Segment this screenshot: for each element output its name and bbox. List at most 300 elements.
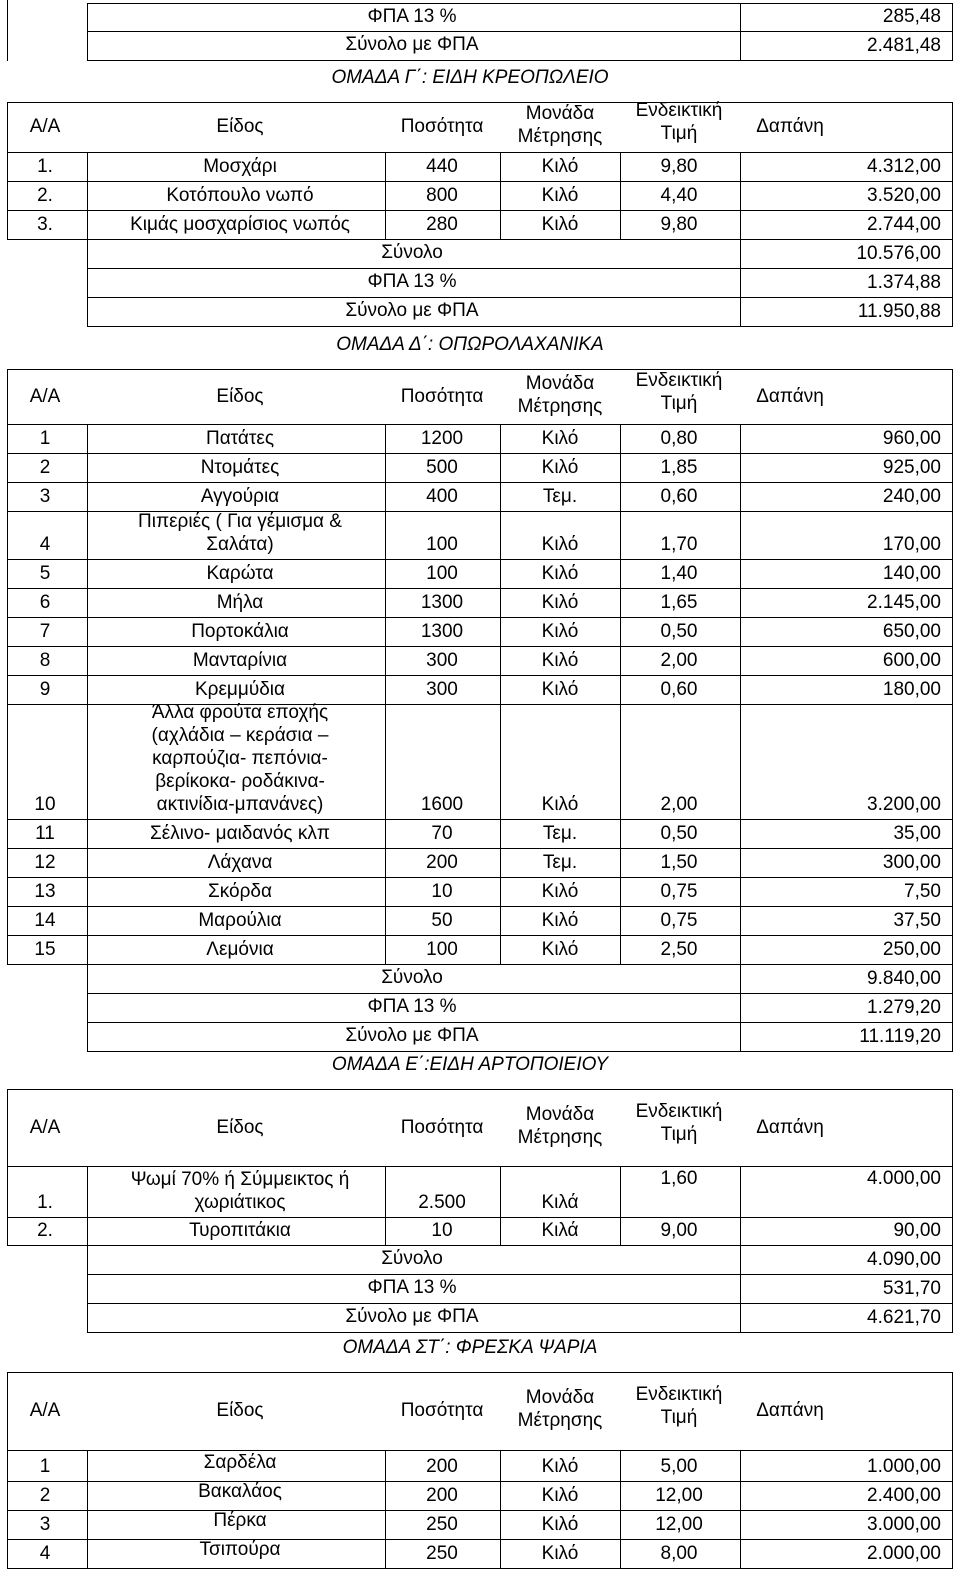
rule [952, 453, 953, 483]
rule [87, 704, 88, 820]
rule [952, 1539, 953, 1569]
rule [385, 1539, 386, 1569]
summary-label: Σύνολο [381, 967, 443, 988]
rule [500, 1510, 501, 1540]
row-dapani: 3.000,00 [867, 1514, 941, 1535]
row-timi: 12,00 [655, 1514, 703, 1535]
rule [500, 424, 501, 454]
row-eidos: Αγγούρια [200, 486, 280, 507]
group-title: ΟΜΑΔΑ ΣΤ΄: ΦΡΕΣΚΑ ΨΑΡΙΑ [342, 1337, 598, 1358]
row-eidos: βερίκοκα- ροδάκινα- [155, 771, 325, 792]
rule [87, 152, 88, 182]
row-posotita: 100 [426, 939, 458, 960]
rule [952, 31, 953, 61]
rule [500, 588, 501, 618]
row-timi: 0,50 [660, 621, 698, 642]
row-dapani: 650,00 [882, 621, 941, 642]
rule [500, 1539, 501, 1569]
rule [7, 181, 8, 211]
rule [740, 1217, 741, 1246]
rule [7, 511, 8, 560]
rule [620, 1217, 621, 1246]
rule [385, 704, 386, 820]
rule [620, 453, 621, 483]
header-monada-line: Μέτρησης [517, 395, 603, 417]
row-dapani: 37,50 [893, 910, 941, 931]
rule [952, 588, 953, 618]
rule [87, 646, 88, 676]
rule [7, 617, 8, 647]
row-dapani: 960,00 [882, 428, 941, 449]
header-eidos: Είδος [216, 116, 264, 137]
header-monada-line: Μέτρησης [517, 1410, 603, 1431]
row-posotita: 50 [431, 910, 453, 931]
row-rule [7, 617, 953, 618]
row-timi: 9,80 [660, 214, 698, 235]
row-monada: Κιλό [541, 679, 579, 700]
summary-rule [87, 1332, 953, 1333]
rule [500, 453, 501, 483]
rule [7, 877, 8, 907]
summary-rule [87, 1051, 953, 1052]
header-timi-line: Ενδεικτική [635, 100, 723, 121]
rule [952, 1089, 953, 1167]
row-posotita: 300 [426, 650, 458, 671]
header-aa: Α/Α [29, 116, 61, 137]
row-eidos: Πατάτες [205, 428, 275, 449]
row-eidos: Πιπεριές ( Για γέμισμα & [138, 511, 342, 532]
rule [7, 848, 8, 878]
row-posotita: 70 [431, 823, 453, 844]
row-aa: 3 [39, 486, 51, 507]
header-timi-line: Ενδεικτική [635, 369, 723, 391]
group-title: ΟΜΑΔΑ Δ΄: ΟΠΩΡΟΛΑΧΑΝΙΚΑ [336, 334, 604, 355]
rule [740, 848, 741, 878]
rule [952, 511, 953, 560]
row-posotita: 10 [431, 1220, 453, 1241]
rule [740, 210, 741, 240]
rule [952, 935, 953, 965]
rule [620, 675, 621, 705]
row-eidos: χωριάτικος [194, 1192, 286, 1213]
rule [740, 906, 741, 936]
rule [952, 964, 953, 994]
rule [87, 848, 88, 878]
row-monada: Κιλό [541, 592, 579, 613]
rule [385, 210, 386, 240]
row-monada: Κιλό [541, 1485, 579, 1506]
header-top-rule [7, 1089, 953, 1090]
rule [952, 675, 953, 705]
summary-rule [87, 1274, 953, 1275]
row-eidos: ακτινίδια-μπανάνες) [156, 794, 324, 815]
row-timi: 2,00 [660, 794, 698, 815]
rule [87, 1303, 88, 1333]
header-timi-line: Τιμή [660, 123, 698, 144]
row-rule [7, 588, 953, 589]
rule [7, 1450, 8, 1482]
summary-value: 11.119,20 [859, 1026, 941, 1047]
rule [620, 1510, 621, 1540]
row-dapani: 35,00 [893, 823, 941, 844]
row-monada: Κιλό [541, 1543, 579, 1564]
rule [7, 588, 8, 618]
rule [87, 511, 88, 560]
rule [740, 31, 741, 61]
rule [87, 964, 88, 994]
summary-rule [87, 31, 953, 32]
rule [620, 906, 621, 936]
row-eidos: Λάχανα [207, 852, 273, 873]
rule [740, 1022, 741, 1052]
rule [952, 906, 953, 936]
row-posotita: 100 [426, 534, 458, 555]
header-aa: Α/Α [29, 1400, 61, 1421]
row-dapani: 300,00 [882, 852, 941, 873]
rule [7, 1481, 8, 1511]
rule [740, 453, 741, 483]
rule [500, 877, 501, 907]
row-eidos: Κοτόπουλο νωπό [166, 185, 314, 206]
rule [952, 1217, 953, 1246]
rule [620, 704, 621, 820]
summary-rule [87, 268, 953, 269]
rule [620, 617, 621, 647]
rule [500, 617, 501, 647]
rule [500, 675, 501, 705]
row-eidos: Σαλάτα) [206, 534, 274, 555]
rule [87, 559, 88, 589]
row-rule [7, 704, 953, 705]
summary-value: 11.950,88 [857, 301, 941, 322]
rule [385, 559, 386, 589]
row-monada: Κιλά [541, 1192, 579, 1213]
rule [952, 704, 953, 820]
summary-value: 10.576,00 [856, 243, 941, 264]
row-aa: 5 [39, 563, 51, 584]
rule [952, 297, 953, 327]
row-aa: 2. [37, 1220, 53, 1241]
rule [952, 877, 953, 907]
row-aa: 8 [39, 650, 51, 671]
row-timi: 2,50 [660, 939, 698, 960]
rule [7, 102, 8, 153]
row-aa: 15 [34, 939, 56, 960]
row-eidos: Βακαλάος [198, 1481, 282, 1502]
row-timi: 8,00 [660, 1543, 698, 1564]
row-posotita: 200 [426, 1456, 458, 1477]
rule [740, 1166, 741, 1218]
header-dapani: Δαπάνη [756, 116, 824, 137]
row-timi: 9,80 [660, 156, 698, 177]
rule [87, 935, 88, 965]
rule [620, 482, 621, 512]
row-rule [7, 181, 953, 182]
row-rule [7, 877, 953, 878]
row-posotita: 200 [426, 852, 458, 873]
summary-label: Σύνολο [381, 1248, 443, 1269]
rule [87, 1481, 88, 1511]
summary-value: 9.840,00 [867, 968, 941, 989]
rule [620, 935, 621, 965]
header-aa: Α/Α [29, 385, 61, 407]
rule [952, 1450, 953, 1482]
row-rule [7, 482, 953, 483]
rule [740, 675, 741, 705]
rule [385, 646, 386, 676]
row-aa: 3. [37, 214, 53, 235]
row-posotita: 1600 [420, 794, 464, 815]
rule [952, 3, 953, 32]
row-posotita: 2.500 [418, 1192, 466, 1213]
header-monada-line: Μέτρησης [517, 126, 603, 147]
rule [952, 1166, 953, 1218]
rule [740, 1510, 741, 1540]
row-eidos: Πέρκα [213, 1510, 267, 1531]
row-posotita: 280 [426, 214, 458, 235]
rule [87, 1166, 88, 1218]
rule [952, 482, 953, 512]
rule [952, 369, 953, 425]
summary-rule [87, 297, 953, 298]
header-posotita: Ποσότητα [400, 116, 484, 137]
row-monada: Κιλό [541, 1514, 579, 1535]
row-dapani: 250,00 [882, 939, 941, 960]
rule [87, 819, 88, 849]
row-eidos: Μήλα [216, 592, 264, 613]
row-eidos: Ψωμί 70% ή Σύμμεικτος ή [130, 1169, 350, 1190]
row-timi: 0,60 [660, 679, 698, 700]
row-dapani: 3.520,00 [867, 185, 941, 206]
rule [385, 617, 386, 647]
row-aa: 11 [35, 823, 55, 844]
row-eidos: (αχλάδια – κεράσια – [151, 725, 329, 746]
row-rule [7, 239, 953, 240]
rule [7, 704, 8, 820]
rule [740, 511, 741, 560]
row-eidos: Τυροπιτάκια [189, 1220, 291, 1241]
rule [952, 152, 953, 182]
summary-label: ΦΠΑ 13 % [367, 996, 457, 1017]
group-title: ΟΜΑΔΑ Γ΄: ΕΙΔΗ ΚΡΕΟΠΩΛΕΙΟ [331, 67, 609, 88]
rule [740, 1481, 741, 1511]
summary-value: 2.481,48 [867, 35, 941, 56]
header-bottom-rule [7, 1450, 953, 1451]
row-monada: Κιλό [541, 457, 579, 478]
row-posotita: 300 [426, 679, 458, 700]
header-timi-line: Τιμή [660, 392, 698, 414]
rule [385, 588, 386, 618]
row-dapani: 2.744,00 [867, 214, 941, 235]
row-timi: 4,40 [660, 185, 698, 206]
rule [7, 1217, 8, 1246]
summary-label: ΦΠΑ 13 % [367, 271, 457, 292]
header-posotita: Ποσότητα [400, 1116, 484, 1138]
rule [740, 588, 741, 618]
row-rule [7, 906, 953, 907]
summary-rule [87, 1303, 953, 1304]
row-timi: 0,80 [660, 428, 698, 449]
rule [87, 675, 88, 705]
header-bottom-rule [7, 424, 953, 425]
rule [500, 1217, 501, 1246]
row-posotita: 1300 [420, 621, 464, 642]
rule [952, 268, 953, 298]
rule [7, 559, 8, 589]
rule [740, 3, 741, 32]
row-aa: 2 [39, 1485, 51, 1506]
row-posotita: 400 [426, 486, 458, 507]
row-monada: Κιλό [541, 910, 579, 931]
rule [952, 1245, 953, 1275]
header-posotita: Ποσότητα [400, 385, 484, 407]
row-eidos: Τσιπούρα [199, 1539, 281, 1560]
row-aa: 1. [37, 156, 53, 177]
rule [500, 935, 501, 965]
row-eidos: Σέλινο- μαιδανός κλπ [150, 823, 330, 844]
rule [620, 210, 621, 240]
row-rule [7, 1510, 953, 1511]
row-posotita: 100 [426, 563, 458, 584]
row-eidos: Κρεμμύδια [194, 679, 286, 700]
group-title: ΟΜΑΔΑ Ε΄:ΕΙΔΗ ΑΡΤΟΠΟΙΕΙΟΥ [331, 1054, 609, 1075]
rule [500, 848, 501, 878]
row-aa: 7 [39, 621, 51, 642]
rule [740, 646, 741, 676]
row-monada: Τεμ. [542, 852, 578, 873]
rule [385, 877, 386, 907]
rule [87, 877, 88, 907]
rule [385, 675, 386, 705]
rule [620, 646, 621, 676]
row-timi: 0,75 [660, 881, 698, 902]
row-monada: Κιλό [541, 1456, 579, 1477]
rule [620, 1539, 621, 1569]
rule [87, 482, 88, 512]
row-timi: 0,50 [660, 823, 698, 844]
row-dapani: 1.000,00 [867, 1456, 941, 1477]
rule [385, 181, 386, 211]
row-eidos: Πορτοκάλια [191, 621, 289, 642]
row-timi: 12,00 [655, 1485, 703, 1506]
rule [500, 559, 501, 589]
row-posotita: 250 [426, 1514, 458, 1535]
rule [7, 1539, 8, 1569]
rule [740, 1303, 741, 1333]
row-rule [7, 559, 953, 560]
rule [952, 102, 953, 153]
rule [87, 453, 88, 483]
rule [740, 877, 741, 907]
row-aa: 2 [39, 457, 51, 478]
rule [952, 993, 953, 1023]
rule [87, 297, 88, 327]
header-monada-line: Μονάδα [525, 372, 595, 394]
rule [740, 1539, 741, 1569]
summary-value: 1.374,88 [867, 272, 941, 293]
rule [500, 819, 501, 849]
row-monada: Κιλό [541, 939, 579, 960]
rule [500, 511, 501, 560]
rule [385, 848, 386, 878]
row-dapani: 4.312,00 [867, 156, 941, 177]
header-monada-line: Μέτρησης [517, 1126, 603, 1148]
row-rule [7, 848, 953, 849]
rule [385, 1450, 386, 1482]
rule [500, 1481, 501, 1511]
row-monada: Κιλό [541, 428, 579, 449]
rule [385, 453, 386, 483]
row-monada: Κιλό [541, 794, 579, 815]
rule [7, 906, 8, 936]
rule [620, 1166, 621, 1218]
rule [385, 1217, 386, 1246]
rule [7, 1372, 8, 1451]
rule [385, 152, 386, 182]
row-aa: 13 [34, 881, 56, 902]
summary-value: 1.279,20 [867, 997, 941, 1018]
rule [7, 152, 8, 182]
row-rule [7, 935, 953, 936]
rule [87, 1510, 88, 1540]
rule [740, 993, 741, 1023]
rule [620, 152, 621, 182]
rule [500, 1450, 501, 1482]
row-rule [7, 1539, 953, 1540]
summary-value: 531,70 [882, 1278, 941, 1299]
row-timi: 1,85 [660, 457, 698, 478]
row-rule [7, 453, 953, 454]
row-timi: 1,70 [660, 534, 698, 555]
rule [87, 617, 88, 647]
rule [620, 819, 621, 849]
rule [7, 1166, 8, 1218]
row-timi: 0,60 [660, 486, 698, 507]
rule [385, 424, 386, 454]
rule [952, 424, 953, 454]
summary-label: Σύνολο με ΦΠΑ [345, 300, 479, 321]
row-monada: Κιλό [541, 156, 579, 177]
rule [620, 588, 621, 618]
row-monada: Κιλό [541, 185, 579, 206]
rule [952, 239, 953, 269]
row-eidos: Μανταρίνια [192, 650, 288, 671]
rule [952, 617, 953, 647]
row-monada: Κιλό [541, 563, 579, 584]
rule [87, 31, 88, 61]
row-rule [7, 1481, 953, 1482]
rule [500, 210, 501, 240]
row-aa: 1 [39, 1456, 51, 1477]
row-posotita: 10 [431, 881, 453, 902]
summary-value: 4.090,00 [867, 1249, 941, 1270]
rule [87, 1274, 88, 1304]
rule [952, 1303, 953, 1333]
header-timi-line: Ενδεικτική [635, 1100, 723, 1122]
rule [87, 1217, 88, 1246]
rule [500, 704, 501, 820]
rule [385, 1481, 386, 1511]
rule [87, 210, 88, 240]
row-eidos: Καρώτα [206, 563, 274, 584]
row-rule [7, 1245, 953, 1246]
row-aa: 9 [39, 679, 51, 700]
row-posotita: 1200 [420, 428, 464, 449]
rule [7, 369, 8, 425]
rule [7, 646, 8, 676]
header-timi-line: Τιμή [660, 1407, 698, 1428]
row-posotita: 1300 [420, 592, 464, 613]
